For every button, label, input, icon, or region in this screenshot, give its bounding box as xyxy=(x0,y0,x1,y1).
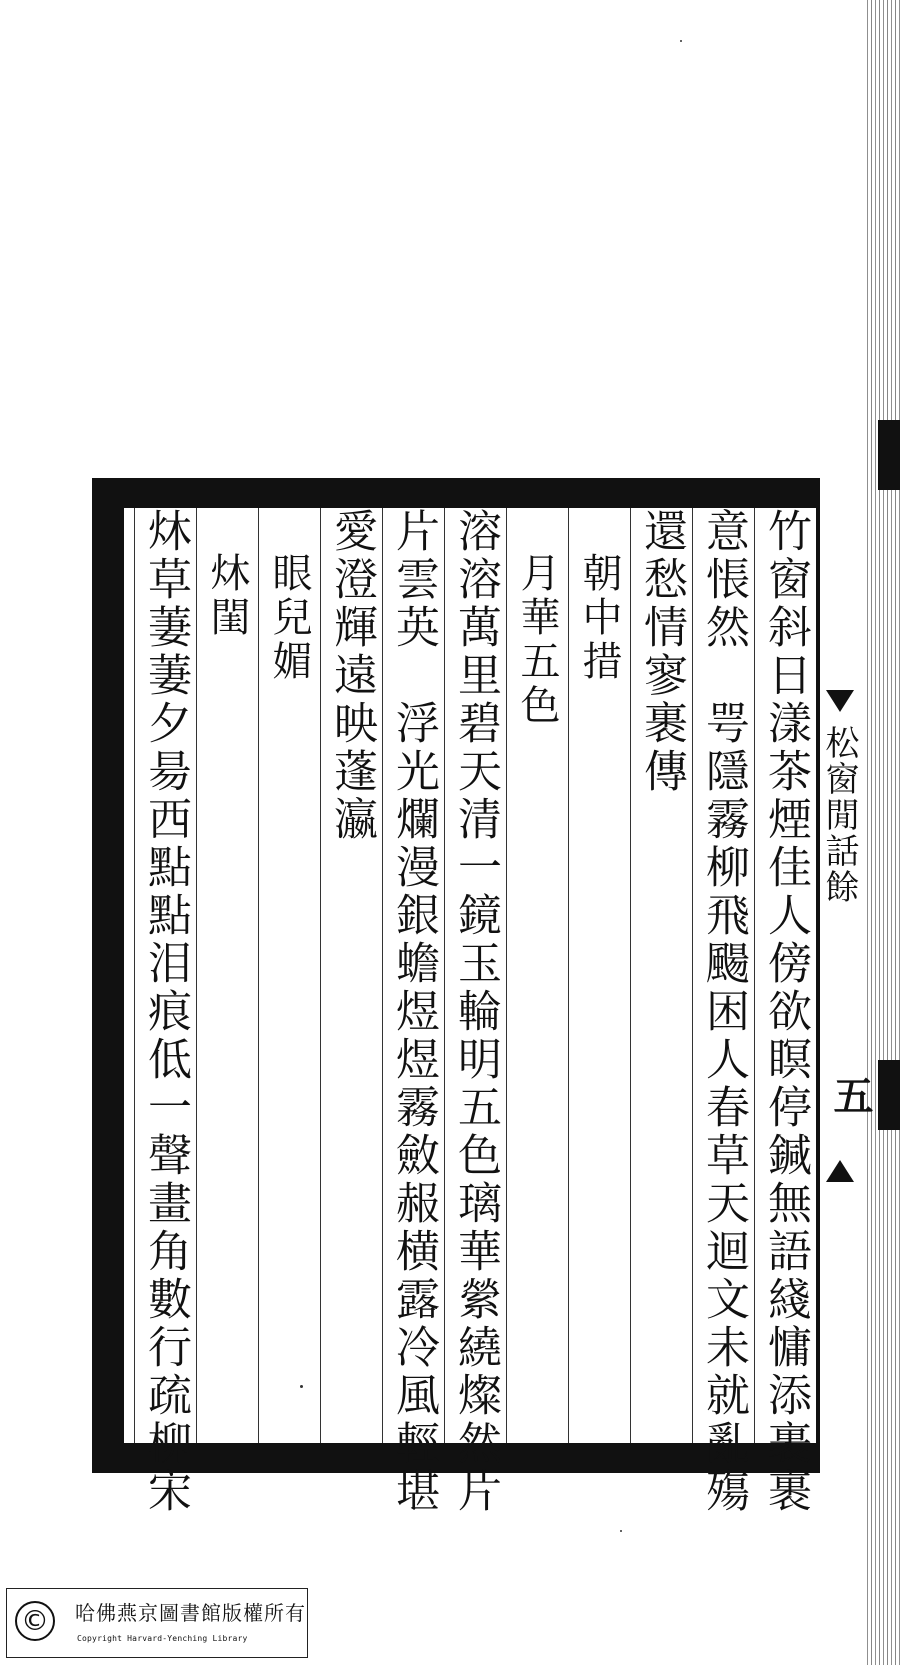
copyright-icon: © xyxy=(15,1601,55,1641)
scan-speck xyxy=(620,1530,622,1532)
copyright-chinese: 哈佛燕京圖書館版權所有 xyxy=(75,1601,306,1625)
fishtail-mark-upper xyxy=(826,690,854,712)
poem-title: 眼兒媚 xyxy=(266,508,312,684)
text-column xyxy=(692,508,754,1516)
text-column xyxy=(196,508,258,1443)
column-text: 愛澄輝遠映蓬瀛 xyxy=(326,508,377,844)
fishtail-mark-lower xyxy=(826,1160,854,1182)
column-text: 溶溶萬里碧天清一鏡玉輪明五色璃華縈繞燦然片 xyxy=(450,508,501,1516)
poem-title: 炑閨 xyxy=(204,508,250,640)
poem-title: 月華五色 xyxy=(514,508,560,728)
text-column xyxy=(506,508,568,1443)
book-title: 松窗閒話餘 xyxy=(819,725,859,905)
text-column xyxy=(754,508,816,1516)
copyright-stamp xyxy=(6,1588,308,1658)
spine-shadow xyxy=(878,1060,900,1130)
book-spine xyxy=(864,0,900,1665)
column-text: 還愁情寥裹傳 xyxy=(636,508,687,796)
scan-speck xyxy=(680,40,682,42)
page-number: 五 xyxy=(827,1075,874,1115)
text-column xyxy=(382,508,444,1516)
copyright-english: Copyright Harvard-Yenching Library xyxy=(77,1634,248,1643)
text-column xyxy=(568,508,630,1443)
column-text: 意悵然 咢隱霧柳飛颺困人春草天迴文未就亂殤 xyxy=(698,508,749,1516)
text-column xyxy=(630,508,692,1443)
text-column xyxy=(320,508,382,1443)
text-column xyxy=(134,508,196,1516)
column-text: 炑草萋萋夕昜西點點泪痕低一聲畫角數行疏柳宋 xyxy=(140,508,191,1516)
column-text: 竹窗斜日漾茶煙佳人傍欲瞑停鍼無語綫慵添裹裹 xyxy=(760,508,811,1516)
text-column xyxy=(444,508,506,1516)
poem-title: 朝中措 xyxy=(576,508,622,684)
fishtail-column xyxy=(818,478,858,1473)
text-column xyxy=(258,508,320,1443)
spine-shadow xyxy=(878,420,900,490)
scan-speck xyxy=(300,1385,303,1388)
column-text: 片雲英 浮光爛漫銀蟾煜煜霧斂赧横露冷風輕堪 xyxy=(388,508,439,1516)
